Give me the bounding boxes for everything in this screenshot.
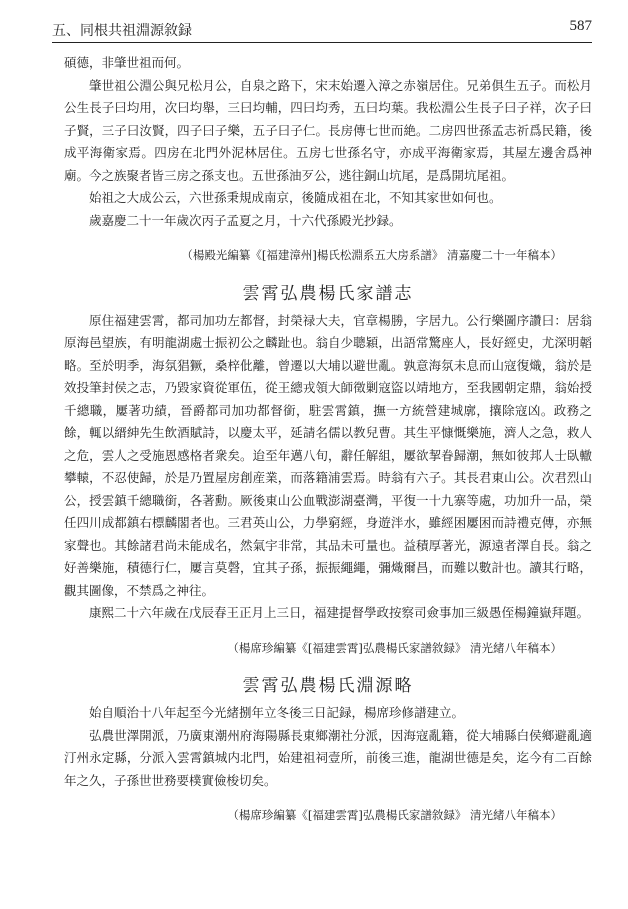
paragraph: 始祖之大成公云，六世孫秉規成南京，後隨成祖在北，不知其家世如何也。 (89, 190, 502, 205)
paragraph: 弘農世澤開派，乃廣東潮州府海陽縣長東鄉潮社分派，因海寇亂籍，從大埔縣白侯鄉避亂適汀州永定縣，分派入雲霄鎮城内北門，始建祖祠壹所，前後三進，龍湖世德是矣，迄今有二百餘年之久，子孫世世務要樸實儉梭切矣。 (64, 727, 592, 788)
paragraph: 歲嘉慶二十一年歲次丙子孟夏之月，十六代孫殿光抄録。 (89, 212, 402, 228)
page-body (64, 52, 592, 839)
page-number: 587 (569, 18, 592, 34)
source-citation: （楊席珍編纂《[福建雲霄]弘農楊氏家譜敘録》 清光緒八年稿本） (227, 640, 562, 655)
section-title: 雲霄弘農楊氏家譜志 (242, 283, 414, 304)
header-rule (52, 42, 592, 43)
source-citation: （楊殿光編纂《[福建漳州]楊氏松淵系五大房系譜》 清嘉慶二十一年稿本） (181, 248, 562, 262)
paragraph: 肇世祖公淵公與兄松月公，自泉之路下，宋末始遷入漳之赤嶺居住。兄弟俱生五子。而松月公生長子曰均用，次曰均舉，三曰均輔，四曰均秀，五曰均葉。我松淵公生長子曰子祥，次子曰子賢，三子曰汝賢，四子曰子樂，五子曰子仁。長房傳七世而絶。二房四世孫孟志祈爲民籍，後成平海衛家焉。四房在北門外泥林居住。五房七世孫名守，亦成平海衛家焉，其屋左邊舍爲神廟。今之族聚者皆三房之孫支也。五世孫油歹公，逃往銅山坑尾，是爲開坑尾祖。 (64, 77, 592, 183)
chapter-title: 五、同根共祖淵源敘録 (52, 23, 192, 39)
paragraph: 始自順治十八年起至今光緒捌年立冬後三日記録，楊席珍修譜建立。 (89, 705, 465, 720)
paragraph: 康熙二十六年歲在戊辰春王正月上三日，福建提督學政按察司僉事加三級愚侄楊鐘嶽拜題。 (89, 605, 590, 620)
running-header (52, 14, 592, 48)
source-citation: （楊席珍編纂《[福建雲霄]弘農楊氏家譜敘録》 清光緒八年稿本） (227, 808, 562, 822)
paragraph: 原住福建雲霄，都司加功左都督，封榮禄大夫，官章楊勝，字居九。公行樂圖序讚曰：居翁原海邑望族，有明龍湖處士振初公之麟趾也。翁自少聰穎，出語常驚座人，長好經史，尤深明韜略。至於明季，海氛猖獗，桑梓仳離，曾遷以大埔以避世亂。孰意海氛未息而山寇復熾，翁於是效投筆封侯之志，乃毀家資從軍伍，從王總戎領大師徵剿寇盜以靖地方，至我國朝定鼎，翁始授千總職，屢著功績，晉爵都司加功都督銜，駐雲霄鎮，撫一方統營建城廓，攘除寇凶。政務之餘，輒以縉紳先生飲酒賦詩，以慶太平，延請名儒以教兒曹。其生平慷慨樂施，濟人之急，救人之危，雲人之受施恩感格者衆矣。迨至年邁八旬，辭任解組，屢欲挈眷歸潮，無如彼邦人士臥轍攀轅，不忍使歸，於是乃置屋房創産業，而落籍浦雲焉。時翁有六子。其長君東山公。次君烈山公，授雲鎮千總職銜，各著勳。厥後東山公血戰澎湖臺灣，平復一十九寨等處，功加升一品，榮任四川成都鎮右標麟閣者也。三君英山公，力學窮經，身遊泮水，雖經困屢困而詩禮克傳，亦無家聲也。其餘諸君尚未能成名，然氣宇非常，其品未可量也。益積厚著光，源遠者澤自長。翁之好善樂施，積德行仁，屢言莫磬，宜其子孫，振振繩繩，彌熾爾昌，而難以數計也。讀其行略，觀其圖像，不禁爲之神往。 (64, 312, 592, 598)
section-title: 雲霄弘農楊氏淵源略 (242, 676, 414, 696)
paragraph: 碩德，非肇世祖而何。 (64, 55, 190, 70)
